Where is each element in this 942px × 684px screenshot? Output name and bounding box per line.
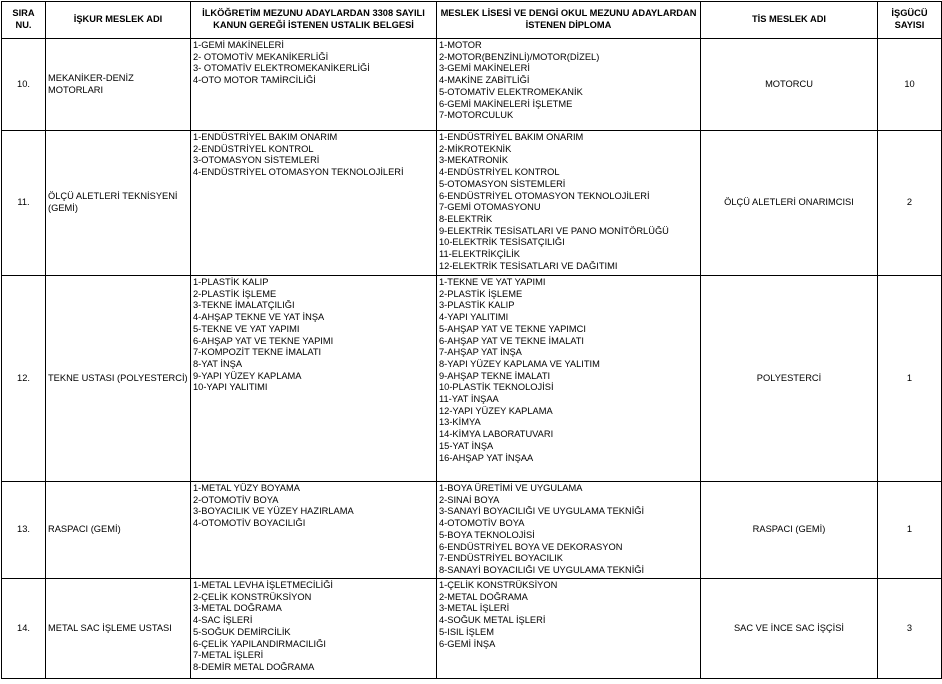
cell-diploma-list — [437, 131, 701, 276]
list-item: 5-ISIL İŞLEM — [439, 626, 494, 637]
list-item: 5-AHŞAP YAT VE TEKNE YAPIMCI — [439, 323, 586, 334]
list-item: 7-MOTORCULUK — [439, 110, 514, 121]
table-header-row — [2, 2, 942, 39]
list-item: 7-GEMİ OTOMASYONU — [439, 202, 541, 213]
list-item: 6-ENDÜSTRİYEL OTOMASYON TEKNOLOJİLERİ — [439, 190, 650, 201]
list-item: 1-ENDÜSTRİYEL BAKIM ONARIM — [439, 132, 584, 142]
cell-isgucu: 10 — [878, 39, 942, 131]
list-item: 8-DEMİR METAL DOĞRAMA — [193, 661, 315, 672]
list-item: 6-AHŞAP YAT VE TEKNE YAPIMI — [193, 335, 334, 346]
cell-diploma-list — [437, 482, 701, 579]
list-item: 5-OTOMATİV ELEKTROMEKANİK — [439, 86, 583, 97]
table-row — [2, 39, 942, 131]
list-item: 9-ELEKTRİK TESİSATLARI VE PANO MONİTÖRLÜĞÜ — [439, 225, 669, 236]
cell-iskur-meslek: TEKNE USTASI (POLYESTERCİ) — [46, 276, 191, 482]
cell-isgucu: 1 — [878, 482, 942, 579]
list-item: 4-MAKİNE ZABİTLİĞİ — [439, 75, 530, 86]
cell-sira: 11. — [2, 131, 46, 276]
cell-iskur-meslek: ÖLÇÜ ALETLERİ TEKNİSYENİ (GEMİ) — [46, 131, 191, 276]
list-item: 2-PLASTİK İŞLEME — [439, 288, 523, 299]
list-item: 2-METAL DOĞRAMA — [439, 591, 528, 602]
cell-tis-meslek: ÖLÇÜ ALETLERİ ONARIMCISI — [701, 131, 878, 276]
list-item: 2-ÇELİK KONSTRÜKSİYON — [193, 591, 312, 602]
list-item: 3-MEKATRONİK — [439, 155, 509, 166]
cell-tis-meslek: MOTORCU — [701, 39, 878, 131]
list-item: 12-YAPI YÜZEY KAPLAMA — [439, 405, 553, 416]
occupation-table — [1, 1, 942, 679]
list-item: 3-TEKNE İMALATÇILIĞI — [193, 300, 295, 311]
list-item: 1-METAL LEVHA İŞLETMECİLİĞİ — [193, 580, 334, 590]
cell-ustalik-list — [191, 579, 437, 679]
list-item: 2- OTOMOTİV MEKANİKERLİĞİ — [193, 51, 329, 62]
list-item: 4-OTO MOTOR TAMİRCİLİĞİ — [193, 75, 316, 86]
list-item: 1-BOYA ÜRETİMİ VE UYGULAMA — [439, 483, 583, 493]
list-item: 7-METAL İŞLERİ — [193, 650, 264, 661]
table-body — [2, 39, 942, 679]
cell-isgucu: 3 — [878, 579, 942, 679]
list-item: 2-PLASTİK İŞLEME — [193, 288, 277, 299]
cell-ustalik-list — [191, 131, 437, 276]
list-item: 3-SANAYİ BOYACILIĞI VE UYGULAMA TEKNİĞİ — [439, 506, 645, 517]
list-item: 1-METAL YÜZY BOYAMA — [193, 483, 300, 493]
list-item: 14-KİMYA LABORATUVARI — [439, 429, 554, 440]
list-item: 8-ELEKTRİK — [439, 213, 493, 224]
list-item: 9-AHŞAP TEKNE İMALATI — [439, 370, 551, 381]
cell-diploma-list — [437, 579, 701, 679]
list-item: 3- OTOMATİV ELEKTROMEKANİKERLİĞİ — [193, 63, 370, 74]
cell-tis-meslek: RASPACI (GEMİ) — [701, 482, 878, 579]
list-item: 3-METAL DOĞRAMA — [193, 603, 282, 614]
cell-ustalik-list — [191, 39, 437, 131]
list-item: 15-YAT İNŞA — [439, 440, 494, 451]
list-item: 2-ENDÜSTRİYEL KONTROL — [193, 143, 314, 154]
cell-iskur-meslek: METAL SAC İŞLEME USTASI — [46, 579, 191, 679]
list-item: 4-ENDÜSTRİYEL OTOMASYON TEKNOLOJİLERİ — [193, 167, 404, 178]
header-ilkogretim: İLKÖĞRETİM MEZUNU ADAYLARDAN 3308 SAYILI KANUN GEREĞİ İSTENEN USTALIK BELGESİ — [191, 2, 437, 39]
table-row — [2, 482, 942, 579]
list-item: 7-AHŞAP YAT İNŞA — [439, 347, 522, 358]
list-item: 1-TEKNE VE YAT YAPIMI — [439, 277, 546, 287]
list-item: 1-GEMİ MAKİNELERİ — [193, 40, 284, 50]
list-item: 2-MOTOR(BENZİNLİ)/MOTOR(DİZEL) — [439, 51, 600, 62]
list-item: 7-ENDÜSTRİYEL BOYACILIK — [439, 553, 563, 564]
cell-sira: 12. — [2, 276, 46, 482]
header-meslek-lisesi: MESLEK LİSESİ VE DENGİ OKUL MEZUNU ADAYLARDAN İSTENEN DİPLOMA — [437, 2, 701, 39]
list-item: 5-OTOMASYON SİSTEMLERİ — [439, 178, 566, 189]
cell-ustalik-list — [191, 482, 437, 579]
cell-isgucu: 1 — [878, 276, 942, 482]
cell-ustalik-list — [191, 276, 437, 482]
list-item: 4-SAC İŞLERİ — [193, 615, 253, 626]
list-item: 4-SOĞUK METAL İŞLERİ — [439, 615, 546, 626]
cell-iskur-meslek: RASPACI (GEMİ) — [46, 482, 191, 579]
list-item: 1-ENDÜSTRİYEL BAKIM ONARIM — [193, 132, 338, 142]
list-item: 4-AHŞAP TEKNE VE YAT İNŞA — [193, 312, 325, 323]
list-item: 6-ÇELİK YAPILANDIRMACILIĞI — [193, 638, 326, 649]
list-item: 1-PLASTİK KALIP — [193, 277, 269, 287]
list-item: 6-ENDÜSTRİYEL BOYA VE DEKORASYON — [439, 541, 623, 552]
list-item: 6-GEMİ İNŞA — [439, 638, 496, 649]
header-sira: SIRA NU. — [2, 2, 46, 39]
list-item: 8-YAPI YÜZEY KAPLAMA VE YALITIM — [439, 358, 600, 369]
list-item: 2-OTOMOTİV BOYA — [193, 494, 279, 505]
table-row — [2, 579, 942, 679]
list-item: 16-AHŞAP YAT İNŞAA — [439, 452, 534, 463]
list-item: 6-AHŞAP YAT VE TEKNE İMALATI — [439, 335, 585, 346]
list-item: 1-ÇELİK KONSTRÜKSİYON — [439, 580, 558, 590]
table-row — [2, 131, 942, 276]
list-item: 10-YAPI YALITIMI — [193, 382, 268, 393]
list-item: 5-SOĞUK DEMİRCİLİK — [193, 626, 291, 637]
list-item: 8-YAT İNŞA — [193, 358, 243, 369]
cell-sira: 10. — [2, 39, 46, 131]
header-isgucu: İŞGÜCÜ SAYISI — [878, 2, 942, 39]
cell-tis-meslek: POLYESTERCİ — [701, 276, 878, 482]
list-item: 3-OTOMASYON SİSTEMLERİ — [193, 155, 320, 166]
cell-isgucu: 2 — [878, 131, 942, 276]
list-item: 6-GEMİ MAKİNELERİ İŞLETME — [439, 98, 573, 109]
list-item: 7-KOMPOZİT TEKNE İMALATI — [193, 347, 322, 358]
cell-sira: 13. — [2, 482, 46, 579]
list-item: 1-MOTOR — [439, 40, 482, 50]
list-item: 3-PLASTİK KALIP — [439, 300, 515, 311]
list-item: 10-PLASTİK TEKNOLOJİSİ — [439, 382, 554, 393]
list-item: 5-TEKNE VE YAT YAPIMI — [193, 323, 300, 334]
cell-diploma-list — [437, 276, 701, 482]
list-item: 4-OTOMOTİV BOYA — [439, 518, 525, 529]
list-item: 8-SANAYİ BOYACILIĞI VE UYGULAMA TEKNİĞİ — [439, 564, 645, 575]
cell-iskur-meslek: MEKANİKER-DENİZ MOTORLARI — [46, 39, 191, 131]
list-item: 11-YAT İNŞAA — [439, 394, 499, 405]
cell-tis-meslek: SAC VE İNCE SAC İŞÇİSİ — [701, 579, 878, 679]
list-item: 12-ELEKTRİK TESİSATLARI VE DAĞITIMI — [439, 260, 618, 271]
list-item: 4-YAPI YALITIMI — [439, 312, 509, 323]
list-item: 3-METAL İŞLERİ — [439, 603, 510, 614]
list-item: 5-BOYA TEKNOLOJİSİ — [439, 529, 535, 540]
list-item: 9-YAPI YÜZEY KAPLAMA — [193, 370, 302, 381]
header-iskur: İŞKUR MESLEK ADI — [46, 2, 191, 39]
cell-sira: 14. — [2, 579, 46, 679]
list-item: 3-BOYACILIK VE YÜZEY HAZIRLAMA — [193, 506, 354, 517]
list-item: 2-SINAİ BOYA — [439, 494, 500, 505]
list-item: 13-KİMYA — [439, 417, 481, 428]
list-item: 2-MİKROTEKNİK — [439, 143, 512, 154]
list-item: 11-ELEKTRİKÇİLİK — [439, 249, 520, 260]
table-row — [2, 276, 942, 482]
list-item: 4-OTOMOTİV BOYACILIĞI — [193, 518, 306, 529]
header-tis: TİS MESLEK ADI — [701, 2, 878, 39]
list-item: 3-GEMİ MAKİNELERİ — [439, 63, 530, 74]
list-item: 10-ELEKTRİK TESİSATÇILIĞI — [439, 237, 565, 248]
list-item: 4-ENDÜSTRİYEL KONTROL — [439, 167, 560, 178]
cell-diploma-list — [437, 39, 701, 131]
